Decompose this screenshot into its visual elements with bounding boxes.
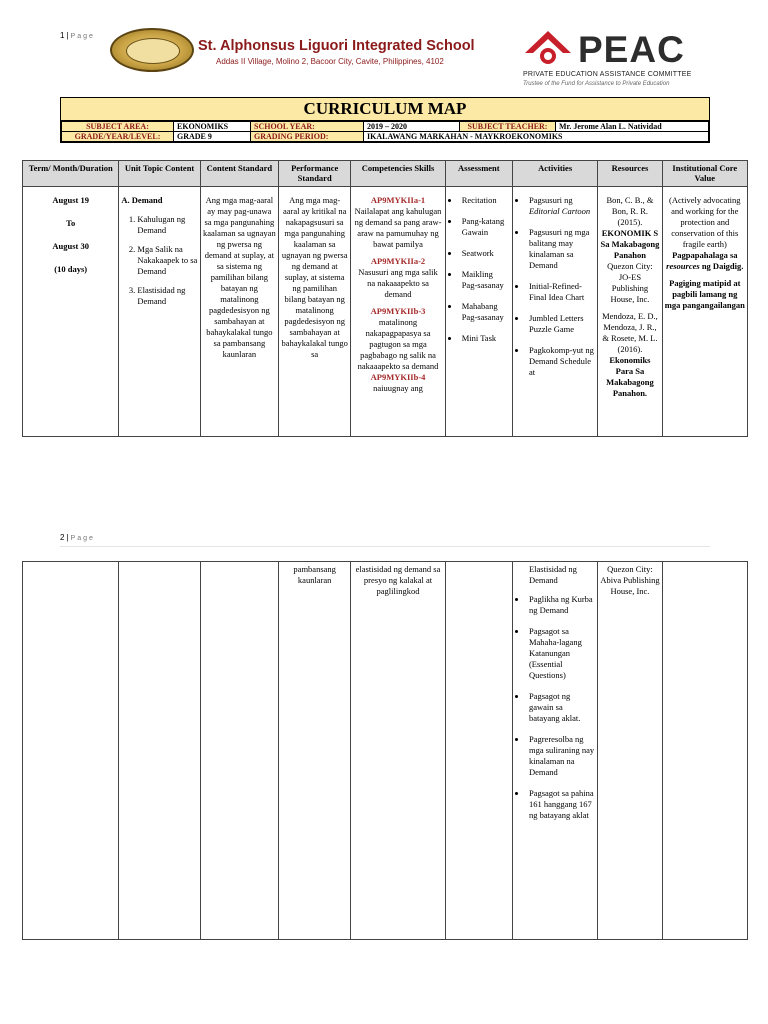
subject-teacher-label: SUBJECT TEACHER: [460,122,556,132]
core-value-2: Pagiging matipid at pagbili lamang ng mga pangangailangan [664,278,745,310]
col-activities-header: Activities [512,161,597,187]
col-core-value-header: Institutional Core Value [662,161,747,187]
school-year-label: SCHOOL YEAR: [251,122,364,132]
competency-text: Nasusuri ang mga salik na nakaaapekto sa demand [358,267,438,299]
term-days: (10 days) [54,264,88,274]
page-number: 2 | Page [60,533,95,542]
resources-cell: Quezon City: Abiva Publishing House, Inc. [598,562,662,940]
core-value-cell [662,187,747,437]
activity-continued: Elastisidad ng Demand [528,564,577,585]
performance-standard-cell: pambansang kaunlaran [279,562,351,940]
subject-area-value: EKONOMIKS [174,122,251,132]
unit-cell [119,562,200,940]
unit-item: 1. Kahulugan ng Demand [137,214,197,236]
page-divider [60,546,710,547]
activity-text: Pagsusuri ng [528,195,573,205]
grade-level-label: GRADE/YEAR/LEVEL: [62,132,174,142]
competency-code: AP9MYKIIb-3 [370,306,426,316]
curriculum-map-info [60,97,710,143]
term-to: To [66,218,76,228]
competency-code: AP9MYKIIa-2 [370,256,426,266]
school-seal-logo [110,28,194,72]
assessment-item: • Pang-katang Gawain [460,216,510,238]
assessment-item: • Recitation [460,195,510,206]
col-competencies-header: Competencies Skills [351,161,445,187]
competency-code: AP9MYKIIa-1 [370,195,426,205]
school-address: Addas II Village, Molino 2, Bacoor City, Cavite, Philippines, 4102 [216,57,444,66]
activity-item: • Pagsusuri ng mga balitang may kinalaman sa Demand [527,227,595,271]
term-start: August 19 [52,195,89,205]
unit-item: 3. Elastisidad ng Demand [137,285,197,307]
resource-authors: Bon, C. B., & Bon, R. R. (2015). [606,195,654,227]
competencies-cell: elastisidad ng demand sa presyo ng kalakal at paglilingkod [351,562,445,940]
peac-tagline: Trustee of the Fund for Assistance to Private Education [523,81,670,87]
competency-text: matalinong nakapagpapasya sa pagtugon sa mga pagbabago ng salik na nakaaapekto sa demand [357,317,439,371]
competency-code: AP9MYKIIb-4 [370,372,426,382]
activity-item: • Pagreresolba ng mga suliraning nay kinalaman na Demand [527,734,595,778]
resource-title: Ekonomiks Para Sa Makabagong Panahon. [606,355,654,398]
content-standard-cell [200,562,278,940]
grading-period-label: GRADING PERIOD: [251,132,364,142]
assessment-cell [445,562,512,940]
curriculum-table-continued [22,561,748,940]
unit-heading: A. Demand [121,195,163,205]
assessment-item: • Mini Task [460,333,510,344]
assessment-item: • Mahabang Pag-sasanay [460,301,510,323]
assessment-item: • Seatwork [460,248,510,259]
table-row [23,187,748,437]
unit-item: 2. Mga Salik na Nakakaapek to sa Demand [137,244,197,277]
resource-authors: Mendoza, E. D., Mendoza, J. R., & Rosete, M. L. (2016). [602,311,658,354]
col-assessment-header: Assessment [445,161,512,187]
activity-item: • Initial-Refined-Final Idea Chart [527,281,595,303]
activity-item: • Pagkokomp-yut ng Demand Schedule at [527,345,595,378]
activity-item: • Pagsagot sa pahina 161 hanggang 167 ng batayang aklat [527,788,595,821]
resource-publisher: Quezon City: JO-ES Publishing House, Inc. [607,261,653,304]
activities-cell [512,562,597,940]
term-cell [23,187,119,437]
competency-text: naiuugnay ang [373,383,423,393]
subject-area-label: SUBJECT AREA: [62,122,174,132]
content-standard-cell: Ang mga mag-aaral ay may pag-unawa sa mga pangunahing kaalaman sa ugnayan ng pwersa ng demand at suplay, at sa sistema ng pamilihan bilang batayan ng matalinong pagdedesisyon ng sambahayan at bahaykalakal tungo sa pambansang kaunlaran [200,187,278,437]
subject-teacher-value: Mr. Jerome Alan L. Natividad [556,122,709,132]
col-unit-header: Unit Topic Content [119,161,200,187]
peac-full-name: PRIVATE EDUCATION ASSISTANCE COMMITTEE [523,71,692,78]
assessment-item: • Maikling Pag-sasanay [460,269,510,291]
term-cell [23,562,119,940]
grading-period-value: IKALAWANG MARKAHAN - MAYKROEKONOMIKS [364,132,709,142]
table-row [23,562,748,940]
performance-standard-cell: Ang mga mag-aaral ay kritikal na nakapagsusuri sa mga pangunahing kaalaman sa ugnayan ng pwersa ng demand at suplay, at sistema ng pamilihan bilang batayan ng matalinong pagdedesisyon ng sambahayan at bahaykalakal tungo sa [279,187,351,437]
resource-title: EKONOMIK S Sa Makabagong Panahon [600,228,660,260]
core-value-cell [662,562,747,940]
activities-cell [512,187,597,437]
grade-level-value: GRADE 9 [174,132,251,142]
core-value-quote: (Actively advocating and working for the protection and conservation of this fragile earth) [669,195,741,249]
activity-item: • Pagsagot sa Mahaha-lagang Katanungan (Essential Questions) [527,626,595,681]
resources-cell [598,187,662,437]
competencies-cell [351,187,445,437]
activity-item: • Paglikha ng Kurba ng Demand [527,594,595,616]
school-year-value: 2019 – 2020 [364,122,460,132]
col-resources-header: Resources [598,161,662,187]
school-name: St. Alphonsus Liguori Integrated School [198,38,475,54]
competency-text: Nailalapat ang kahulugan ng demand sa pang araw-araw na pamumuhay ng bawat pamilya [354,206,442,249]
peac-logo-icon [523,29,573,69]
col-term-header: Term/ Month/Duration [23,161,119,187]
col-content-standard-header: Content Standard [200,161,278,187]
col-performance-standard-header: Performance Standard [279,161,351,187]
peac-wordmark: PEAC [578,29,685,70]
core-value-1: Pagpapahalaga sa resources ng Daigdig. [666,250,744,271]
activity-item [527,195,595,217]
curriculum-table [22,160,748,437]
assessment-cell [445,187,512,437]
activity-item: • Pagsagot ng gawain sa batayang aklat. [527,691,595,724]
activity-emphasis: Editorial Cartoon [528,206,591,216]
term-end: August 30 [52,241,89,251]
unit-cell [119,187,200,437]
curriculum-map-title: CURRICULUM MAP [61,98,709,121]
activity-item: • Jumbled Letters Puzzle Game [527,313,595,335]
page-number: 1 | Page [60,31,95,40]
